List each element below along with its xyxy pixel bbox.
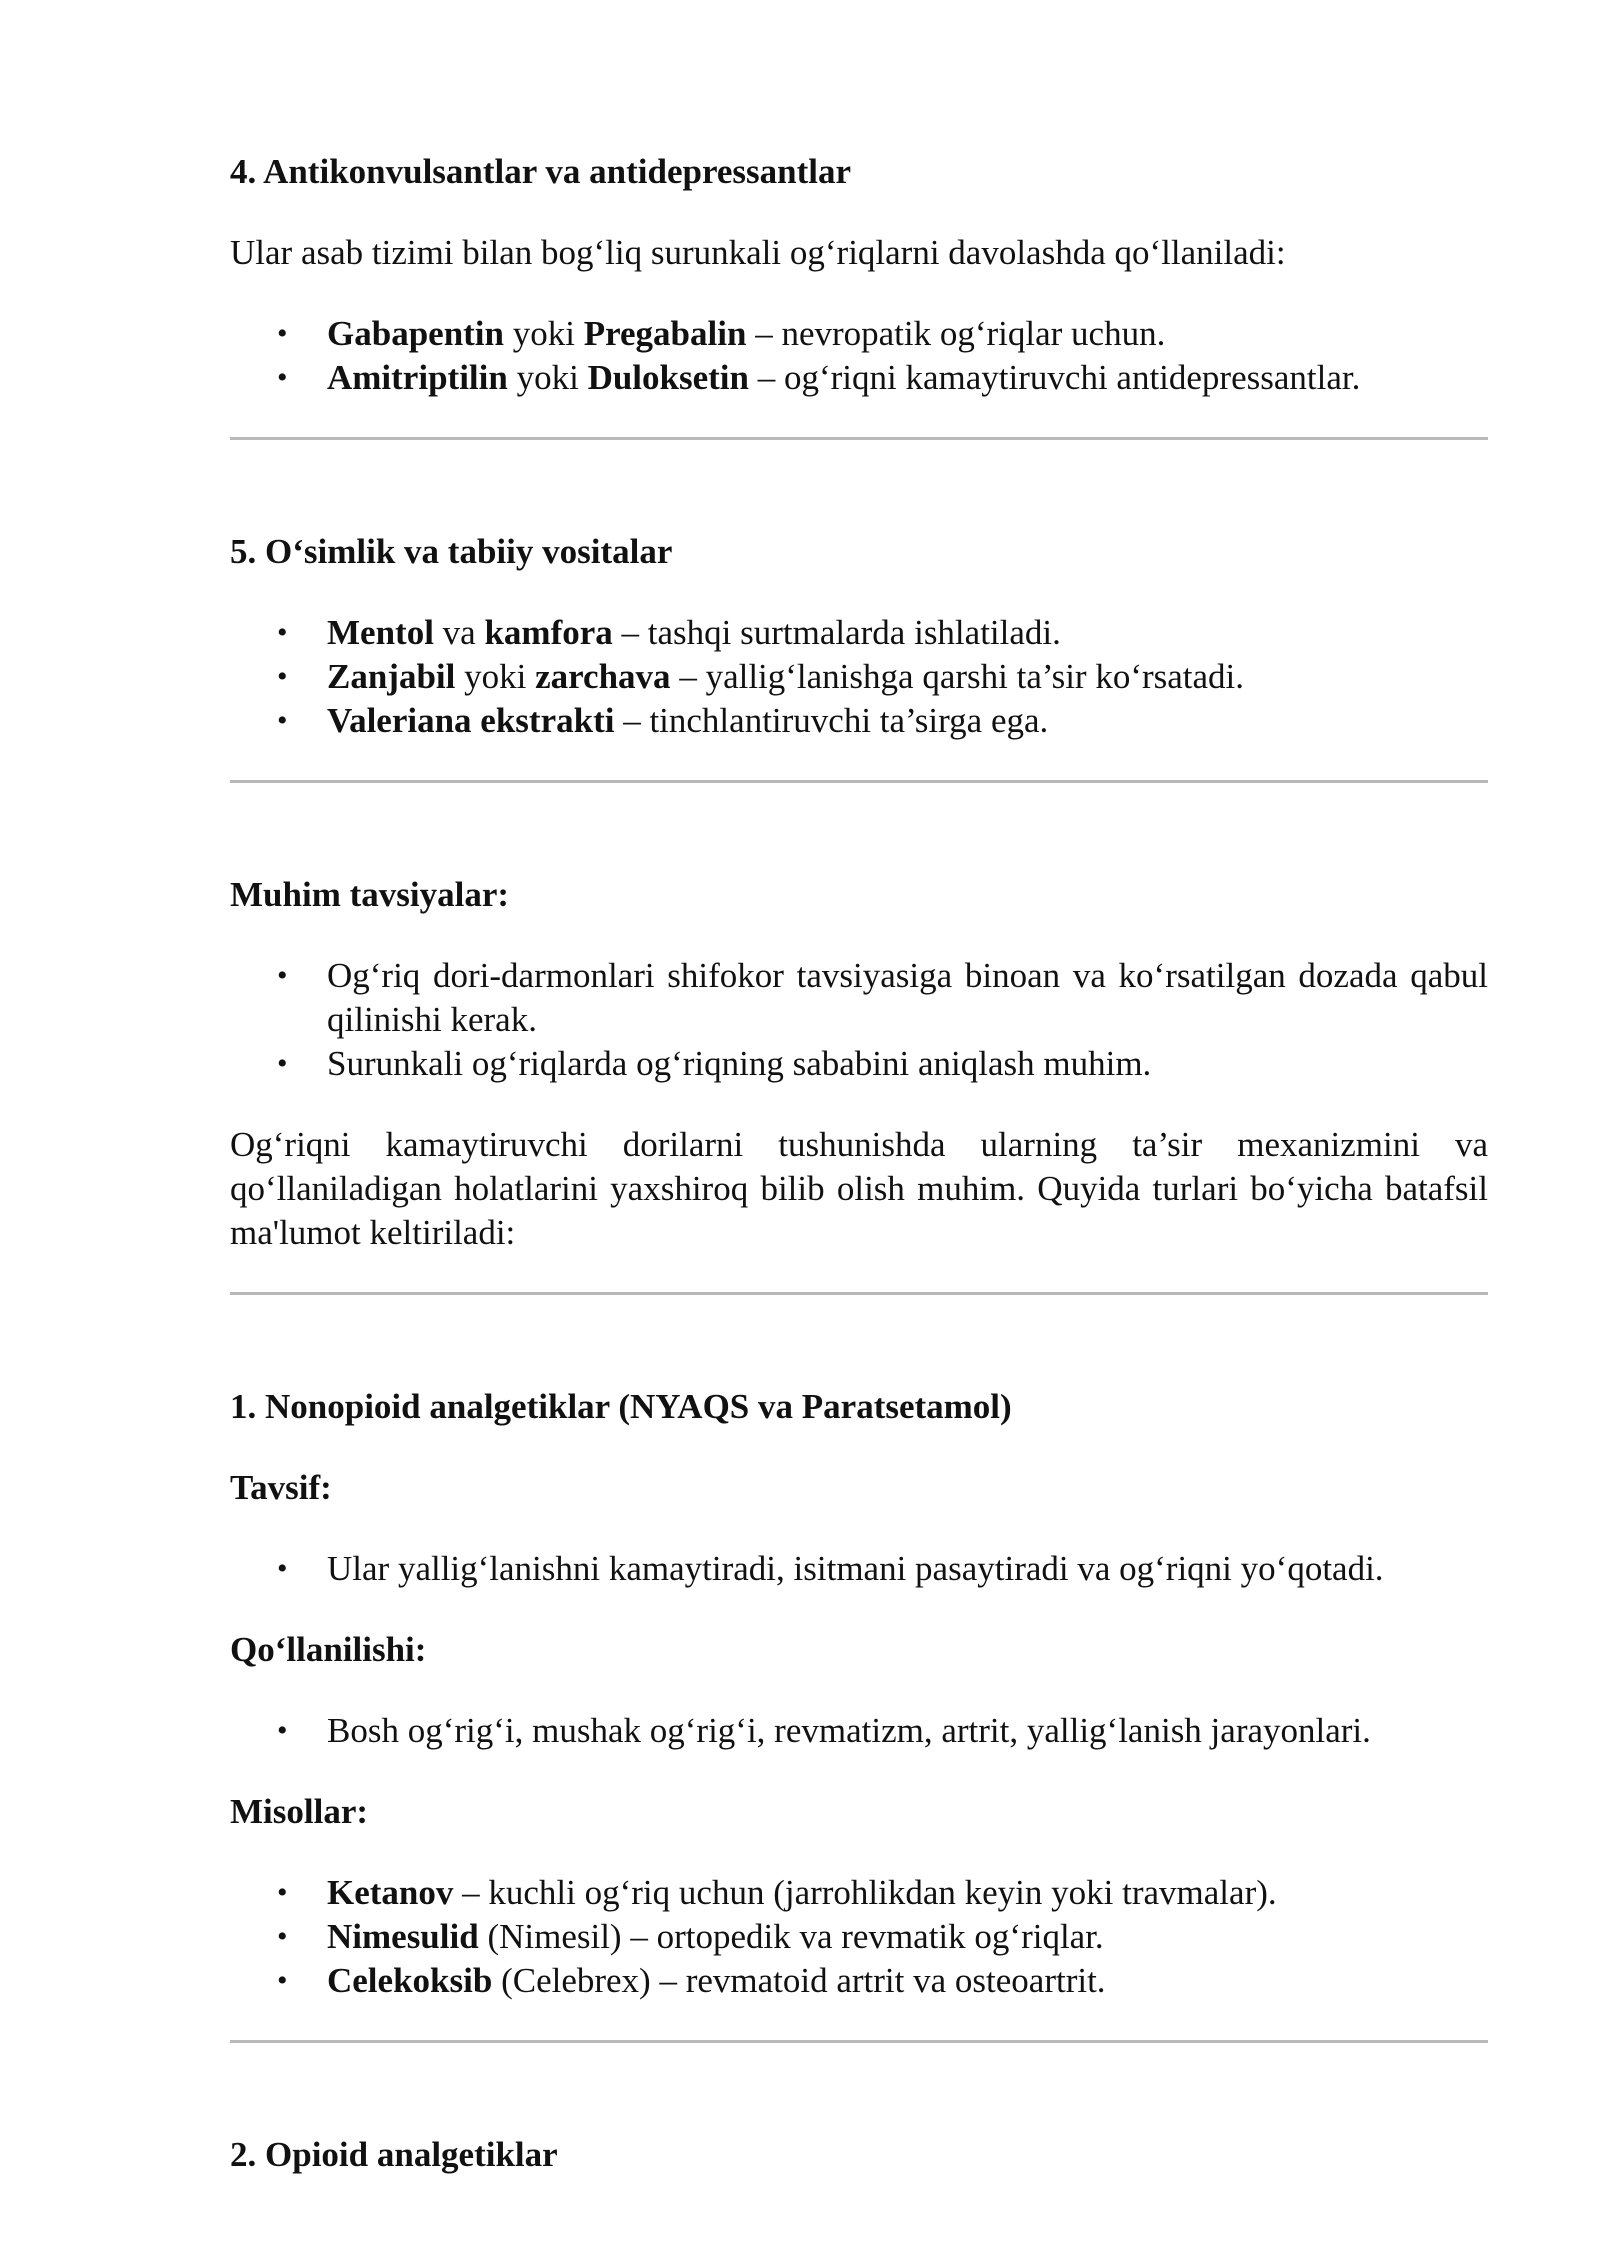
list-item: • Celekoksib (Celebrex) – revmatoid artrit va osteoartrit. <box>327 1959 1488 2003</box>
section-4-list <box>230 312 1488 400</box>
section-5-list <box>230 611 1488 743</box>
section-divider <box>230 780 1488 783</box>
list-item: • Ular yallig‘lanishni kamaytiradi, isitmani pasaytiradi va og‘riqni yo‘qotadi. <box>327 1547 1488 1591</box>
list-item: • Mentol va kamfora – tashqi surtmalarda ishlatiladi. <box>327 611 1488 655</box>
list-item: • Zanjabil yoki zarchava – yallig‘lanishga qarshi ta’sir ko‘rsatadi. <box>327 655 1488 699</box>
section-4-heading: 4. Antikonvulsantlar va antidepressantlar <box>230 152 852 191</box>
description-label: Tavsif: <box>230 1468 332 1507</box>
list-item: • Amitriptilin yoki Duloksetin – og‘riqni kamaytiruvchi antidepressantlar. <box>327 356 1488 400</box>
recommendations-list <box>230 954 1488 1086</box>
section-2-heading: 2. Opioid analgetiklar <box>230 2135 558 2174</box>
examples-list <box>230 1871 1488 2003</box>
list-item: • Ketanov – kuchli og‘riq uchun (jarrohlikdan keyin yoki travmalar). <box>327 1871 1488 1915</box>
usage-list <box>230 1709 1488 1753</box>
list-item: • Gabapentin yoki Pregabalin – nevropatik og‘riqlar uchun. <box>327 312 1488 356</box>
list-item: • Og‘riq dori-darmonlari shifokor tavsiyasiga binoan va ko‘rsatilgan dozada qabul qilinishi kerak. <box>327 954 1488 1042</box>
section-divider <box>230 437 1488 440</box>
examples-label: Misollar: <box>230 1792 369 1831</box>
list-item: • Bosh og‘rig‘i, mushak og‘rig‘i, revmatizm, artrit, yallig‘lanish jarayonlari. <box>327 1709 1488 1753</box>
section-1-heading: 1. Nonopioid analgetiklar (NYAQS va Paratsetamol) <box>230 1387 1012 1426</box>
section-divider <box>230 2040 1488 2043</box>
recommendations-paragraph: Og‘riqni kamaytiruvchi dorilarni tushunishda ularning ta’sir mexanizmini va qo‘llaniladigan holatlarini yaxshiroq bilib olish muhim. Quyida turlari bo‘yicha batafsil ma'lumot keltiriladi: <box>230 1125 1488 1252</box>
usage-label: Qo‘llanilishi: <box>230 1630 427 1669</box>
list-item: • Surunkali og‘riqlarda og‘riqning sababini aniqlash muhim. <box>327 1042 1488 1086</box>
description-list <box>230 1547 1488 1591</box>
section-5-heading: 5. O‘simlik va tabiiy vositalar <box>230 532 673 571</box>
document-page <box>230 150 1488 2214</box>
section-divider <box>230 1292 1488 1295</box>
section-4-intro: Ular asab tizimi bilan bog‘liq surunkali og‘riqlarni davolashda qo‘llaniladi: <box>230 233 1286 272</box>
recommendations-heading: Muhim tavsiyalar: <box>230 875 510 914</box>
list-item: • Valeriana ekstrakti – tinchlantiruvchi ta’sirga ega. <box>327 699 1488 743</box>
list-item: • Nimesulid (Nimesil) – ortopedik va revmatik og‘riqlar. <box>327 1915 1488 1959</box>
